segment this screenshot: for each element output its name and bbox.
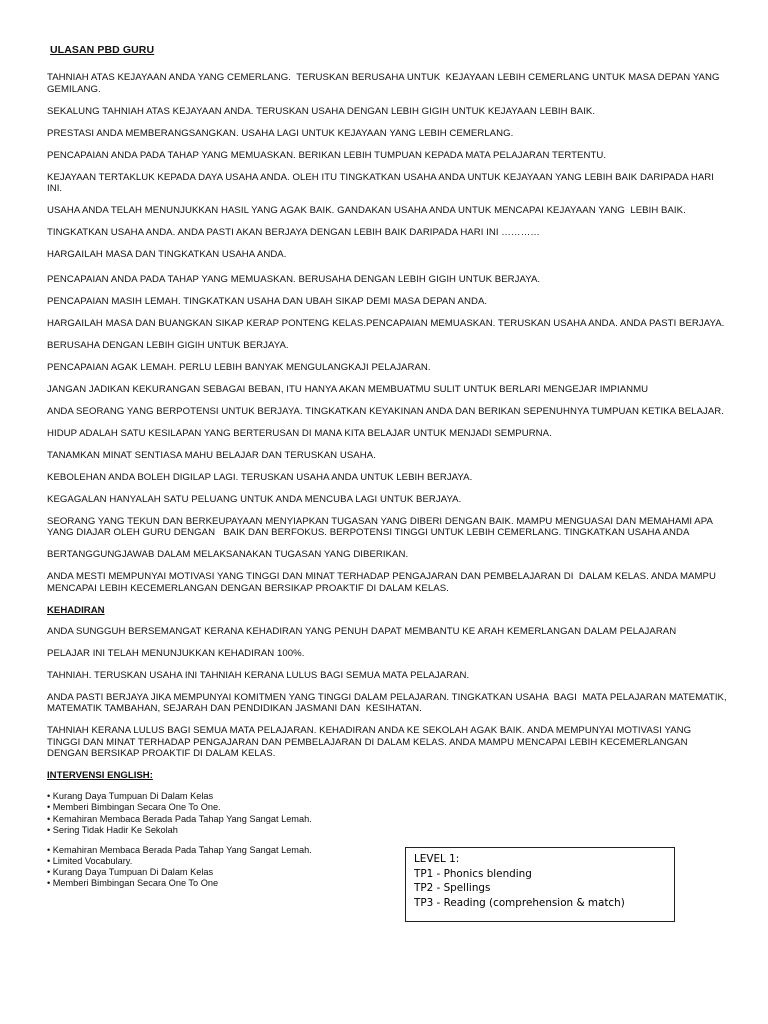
kehadiran-paragraph: ANDA SUNGGUH BERSEMANGAT KERANA KEHADIRAN YANG PENUH DAPAT MEMBANTU KE ARAH KEMERLANGAN DALAM PELAJARAN	[47, 625, 677, 637]
comment-paragraph: PENCAPAIAN ANDA PADA TAHAP YANG MEMUASKAN. BERIKAN LEBIH TUMPUAN KEPADA MATA PELAJARAN TERTENTU.	[47, 149, 607, 161]
comment-paragraph: ANDA MESTI MEMPUNYAI MOTIVASI YANG TINGGI DAN MINAT TERHADAP PENGAJARAN DAN PEMBELAJARAN DI DALAM KELAS. ANDA MAMPU MENCAPAI LEBIH KECEMERLANGAN DENGAN BERSIKAP PROAKTIF DI DALAM KELAS.	[47, 571, 719, 594]
comment-paragraph: SEORANG YANG TEKUN DAN BERKEUPAYAAN MENYIAPKAN TUGASAN YANG DIBERI DENGAN BAIK. MAMPU MENGUASAI DAN MEMAHAMI APA YANG DIAJAR OLEH GURU DENGAN BAIK DAN BERFOKUS. BERPOTENSI TINGGI UNTUK LEBIH CEMERLANG. TINGKATKAN USAHA ANDA	[47, 515, 715, 539]
comment-paragraph: PRESTASI ANDA MEMBERANGSANGKAN. USAHA LAGI UNTUK KEJAYAAN YANG LEBIH CEMERLANG.	[47, 127, 514, 139]
comment-paragraph: HIDUP ADALAH SATU KESILAPAN YANG BERTERUSAN DI MANA KITA BELAJAR UNTUK MENJADI SEMPURNA.	[47, 427, 552, 439]
comment-paragraph: TANAMKAN MINAT SENTIASA MAHU BELAJAR DAN TERUSKAN USAHA.	[47, 449, 376, 461]
kehadiran-section	[47, 625, 730, 760]
kehadiran-paragraph: PELAJAR INI TELAH MENUNJUKKAN KEHADIRAN 100%.	[47, 647, 305, 659]
comment-paragraph: PENCAPAIAN ANDA PADA TAHAP YANG MEMUASKAN. BERUSAHA DENGAN LEBIH GIGIH UNTUK BERJAYA.	[47, 273, 541, 285]
comment-paragraph: BERTANGGUNGJAWAB DALAM MELAKSANAKAN TUGASAN YANG DIBERIKAN.	[47, 549, 409, 561]
level-item: TP3 - Reading (comprehension & match)	[414, 896, 625, 909]
kehadiran-paragraph: TAHNIAH KERANA LULUS BAGI SEMUA MATA PELAJARAN. KEHADIRAN ANDA KE SEKOLAH AGAK BAIK. ANDA MEMPUNYAI MOTIVASI YANG TINGGI DAN MINAT TERHADAP PENGAJARAN DAN PEMBELAJARAN DI DALAM KELAS. ANDA MAMPU MENCAPAI LEBIH KECEMERLANGAN DENGAN BERSIKAP PROAKTIF DI DALAM KELAS.	[47, 725, 694, 760]
list-item: • Kemahiran Membaca Berada Pada Tahap Yang Sangat Lemah.	[47, 844, 312, 855]
document-page	[47, 44, 730, 898]
comments-list	[47, 72, 727, 594]
comment-paragraph: ANDA SEORANG YANG BERPOTENSI UNTUK BERJAYA. TINGKATKAN KEYAKINAN ANDA DAN BERIKAN SEPENUHNYA TUMPUAN KETIKA BELAJAR.	[47, 405, 724, 417]
level-heading: LEVEL 1:	[414, 853, 460, 865]
comment-paragraph: BERUSAHA DENGAN LEBIH GIGIH UNTUK BERJAYA.	[47, 339, 289, 351]
list-item: • Limited Vocabulary.	[47, 855, 133, 866]
comment-paragraph: PENCAPAIAN MASIH LEMAH. TINGKATKAN USAHA DAN UBAH SIKAP DEMI MASA DEPAN ANDA.	[47, 295, 488, 307]
kehadiran-heading: KEHADIRAN	[47, 604, 105, 616]
list-item: • Kurang Daya Tumpuan Di Dalam Kelas	[47, 791, 214, 802]
list-item: • Memberi Bimbingan Secara One To One	[47, 878, 219, 888]
level-item: TP2 - Spellings	[414, 882, 491, 895]
comment-paragraph: KEGAGALAN HANYALAH SATU PELUANG UNTUK ANDA MENCUBA LAGI UNTUK BERJAYA.	[47, 493, 462, 505]
intervensi-list-1	[47, 791, 387, 835]
comment-paragraph: KEJAYAAN TERTAKLUK KEPADA DAYA USAHA ANDA. OLEH ITU TINGKATKAN USAHA ANDA UNTUK KEJAYAAN YANG LEBIH BAIK DARIPADA HARI INI.	[47, 171, 717, 195]
level-item: TP1 - Phonics blending	[414, 867, 532, 880]
comment-paragraph: JANGAN JADIKAN KEKURANGAN SEBAGAI BEBAN, ITU HANYA AKAN MEMBUATMU SULIT UNTUK BERLARI MENGEJAR IMPIANMU	[47, 383, 649, 395]
comment-paragraph: TINGKATKAN USAHA ANDA. ANDA PASTI AKAN BERJAYA DENGAN LEBIH BAIK DARIPADA HARI INI …………	[47, 227, 540, 239]
comment-paragraph: PENCAPAIAN AGAK LEMAH. PERLU LEBIH BANYAK MENGULANGKAJI PELAJARAN.	[47, 361, 431, 373]
level-box	[405, 847, 675, 922]
list-item: • Kurang Daya Tumpuan Di Dalam Kelas	[47, 866, 214, 877]
comment-paragraph: HARGAILAH MASA DAN BUANGKAN SIKAP KERAP PONTENG KELAS.PENCAPAIAN MEMUASKAN. TERUSKAN USAHA ANDA. ANDA PASTI BERJAYA.	[47, 317, 725, 329]
list-item: • Memberi Bimbingan Secara One To One.	[47, 802, 221, 813]
comment-paragraph: USAHA ANDA TELAH MENUNJUKKAN HASIL YANG AGAK BAIK. GANDAKAN USAHA ANDA UNTUK MENCAPAI KEJAYAAN YANG LEBIH BAIK.	[47, 205, 686, 217]
comment-paragraph: SEKALUNG TAHNIAH ATAS KEJAYAAN ANDA. TERUSKAN USAHA DENGAN LEBIH GIGIH UNTUK KEJAYAAN LEBIH BAIK.	[47, 105, 596, 117]
comment-paragraph: HARGAILAH MASA DAN TINGKATKAN USAHA ANDA.	[47, 249, 287, 261]
comment-paragraph: TAHNIAH ATAS KEJAYAAN ANDA YANG CEMERLANG. TERUSKAN BERUSAHA UNTUK KEJAYAAN LEBIH CEMERLANG UNTUK MASA DEPAN YANG GEMILANG.	[47, 72, 723, 95]
kehadiran-paragraph: ANDA PASTI BERJAYA JIKA MEMPUNYAI KOMITMEN YANG TINGGI DALAM PELAJARAN. TINGKATKAN USAHA BAGI MATA PELAJARAN MATEMATIK, MATEMATIK TAMBAHAN, SEJARAH DAN PENDIDIKAN JASMANI DAN KESIHATAN.	[47, 691, 730, 715]
intervensi-list-2	[47, 845, 387, 889]
kehadiran-paragraph: TAHNIAH. TERUSKAN USAHA INI TAHNIAH KERANA LULUS BAGI SEMUA MATA PELAJARAN.	[47, 669, 470, 681]
comment-paragraph: KEBOLEHAN ANDA BOLEH DIGILAP LAGI. TERUSKAN USAHA ANDA UNTUK LEBIH BERJAYA.	[47, 471, 473, 483]
document-title: ULASAN PBD GURU	[50, 44, 155, 56]
intervensi-heading: INTERVENSI ENGLISH:	[47, 770, 153, 782]
list-item: • Sering Tidak Hadir Ke Sekolah	[47, 824, 178, 835]
list-item: • Kemahiran Membaca Berada Pada Tahap Yang Sangat Lemah.	[47, 813, 312, 824]
